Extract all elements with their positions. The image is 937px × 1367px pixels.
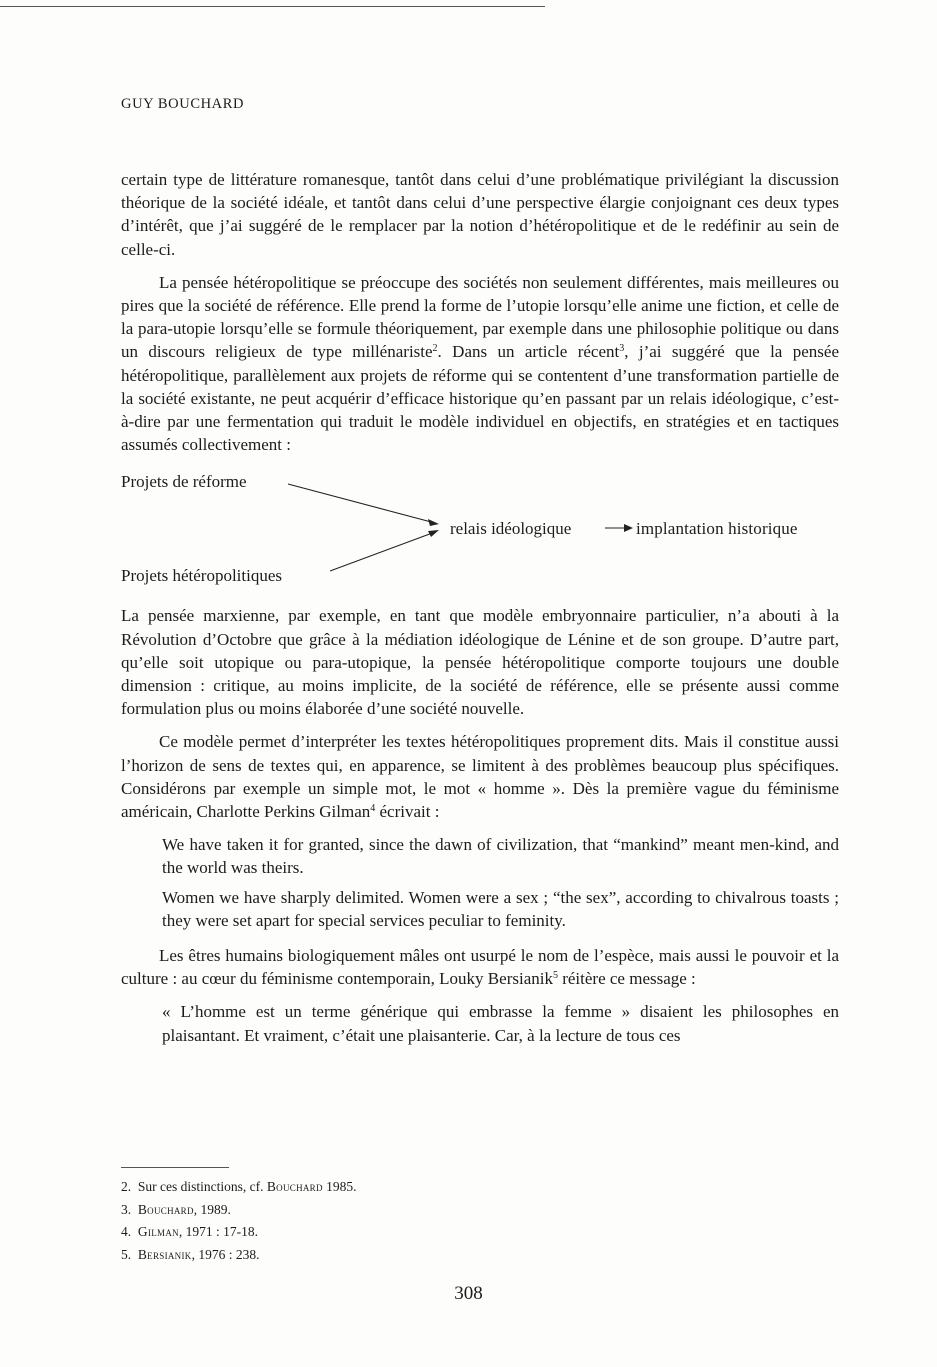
note-ref-3[interactable]: 3: [619, 343, 625, 355]
paragraph-5-part-a: Les êtres humains biologiquement mâles ont usurpé le nom de l’espèce, mais aussi le pouvoir et la culture : au cœur du féminisme contemporain, Louky Bersianik: [121, 946, 839, 989]
footnote-4-author: Gilman: [137, 1224, 179, 1239]
arrow-line-bottom: [330, 532, 435, 571]
paragraph-3: La pensée marxienne, par exemple, en tant que modèle embryonnaire particulier, n’a abouti à la Révolution d’Octobre que grâce à la médiation idéologique de Lénine et de son groupe. D’autre part, qu’elle soit utopique ou para-utopique, la pensée hétéropolitique comporte toujours une double dimension : critique, au moins implicite, de la société de référence, elle se présente aussi comme formulation plus ou moins élaborée d’une société nouvelle.: [121, 606, 839, 719]
paragraph-4: [121, 730, 839, 823]
footnote-2-author: Bouchard: [266, 1179, 323, 1194]
paragraph-2-part-c: , j’ai suggéré que la pensée hétéropolitique, parallèlement aux projets de réforme qui se contentent d’une transformation partielle de la société existante, ne peut acquérir d’efficace historique qu’en passant par un relais idéologique, c’est-à-dire par une fermentation qui traduit le modèle individuel en objectifs, en stratégies et en tactiques assumés collectivement :: [121, 342, 839, 455]
footnote-2: [121, 1176, 357, 1199]
footnote-3-year: , 1989.: [193, 1201, 231, 1217]
footnote-4: [121, 1221, 357, 1244]
note-ref-2[interactable]: 2: [432, 343, 438, 355]
arrow-head-top: [428, 519, 439, 526]
paragraph-2-part-b: . Dans un article récent: [437, 342, 620, 362]
arrow-line-top: [288, 484, 435, 523]
label-implantation-historique: implantation historique: [636, 519, 798, 539]
paragraph-5: [121, 944, 839, 990]
footnote-5-number: 5.: [121, 1246, 132, 1262]
footnote-3: [121, 1199, 357, 1222]
footnote-4-year: , 1971 : 17-18.: [178, 1224, 259, 1239]
quote-gilman-1: We have taken it for granted, since the dawn of civilization, that “mankind” meant men-kind, and the world was theirs.: [162, 835, 839, 878]
label-projets-heteropolitiques: Projets hétéropolitiques: [121, 566, 283, 586]
footnotes: [121, 1176, 357, 1266]
note-ref-5[interactable]: 5: [552, 970, 558, 982]
scan-edge-line: [0, 6, 545, 7]
quote-bersianik: [121, 1000, 839, 1046]
label-projets-reforme: Projets de réforme: [121, 472, 247, 492]
footnote-3-author: Bouchard: [137, 1201, 194, 1217]
footnote-5-year: , 1976 : 238.: [191, 1246, 260, 1262]
flow-diagram: [121, 466, 839, 596]
footnote-5: [121, 1244, 357, 1267]
arrow-head-bottom: [428, 530, 439, 537]
footnote-5-author: Bersianik: [137, 1246, 192, 1262]
footnote-rule: [121, 1167, 229, 1168]
arrow-head-right: [624, 524, 633, 532]
footnote-3-number: 3.: [121, 1201, 132, 1217]
page-number: 308: [454, 1283, 483, 1304]
quote-bersianik-1: « L’homme est un terme générique qui embrasse la femme » disaient les philosophes en plaisantant. Et vraiment, c’était une plaisanterie. Car, à la lecture de tous ces: [162, 1002, 839, 1045]
note-ref-4[interactable]: 4: [370, 803, 376, 815]
quote-gilman-2: Women we have sharply delimited. Women were a sex ; “the sex”, according to chivalrous toasts ; they were set apart for special services peculiar to feminity.: [162, 887, 839, 930]
quote-gilman: [121, 833, 839, 932]
footnote-2-number: 2.: [121, 1179, 132, 1194]
paragraph-1: certain type de littérature romanesque, tantôt dans celui d’une problématique privilégiant la discussion théorique de la société idéale, et tantôt dans celui d’une perspective élargie conjoignant ces deux types d’intérêt, que j’ai suggéré de le remplacer par la notion d’hétéropolitique et de le redéfinir au sein de celle-ci.: [121, 170, 839, 259]
paragraph-4-part-a: Ce modèle permet d’interpréter les textes hétéropolitiques proprement dits. Mais il constitue aussi l’horizon de sens de textes qui, en apparence, se limitent à des problèmes beaucoup plus spécifiques. Considérons par exemple un simple mot, le mot « homme ». Dès la première vague du féminisme américain, Charlotte Perkins Gilman: [121, 732, 839, 822]
footnote-2-year: 1985.: [326, 1179, 357, 1194]
paragraph-4-part-b: écrivait :: [375, 802, 440, 822]
footnote-2-text: Sur ces distinctions, cf.: [137, 1179, 264, 1194]
footnote-4-number: 4.: [121, 1224, 132, 1239]
paragraph-2: [121, 271, 839, 457]
label-relais-ideologique: relais idéologique: [450, 519, 572, 539]
paragraph-5-part-b: réitère ce message :: [557, 969, 696, 989]
paragraph-2-part-a: La pensée hétéropolitique se préoccupe des sociétés non seulement différentes, mais meilleures ou pires que la société de référence. Elle prend la forme de l’utopie lorsqu’elle anime une fiction, et celle de la para-utopie lorsqu’elle se formule théoriquement, par exemple dans une philosophie politique ou dans un discours religieux de type millénariste: [121, 272, 839, 362]
running-head: GUY BOUCHARD: [121, 96, 245, 112]
body-text: [121, 168, 839, 1053]
